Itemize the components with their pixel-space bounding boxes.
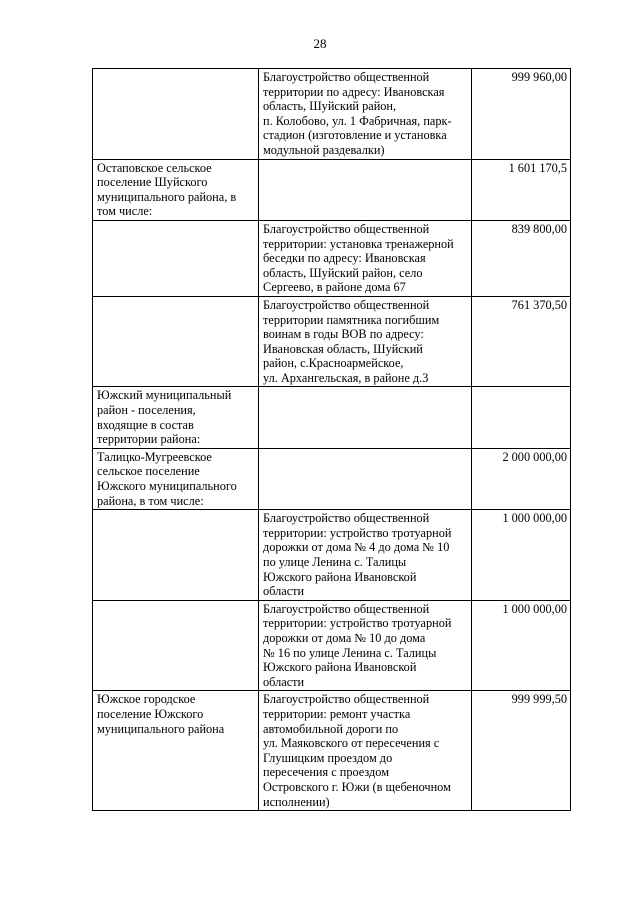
recipient-cell-line: Южский муниципальный bbox=[97, 388, 232, 403]
table-row bbox=[93, 69, 571, 160]
recipient-cell-line: поселение Южского bbox=[97, 706, 204, 721]
amount-cell: 1 601 170,5 bbox=[472, 159, 571, 220]
purpose-cell-line: исполнении) bbox=[263, 794, 330, 809]
purpose-cell-line: Благоустройство общественной bbox=[263, 297, 430, 312]
purpose-cell-line: Южского района Ивановской bbox=[263, 660, 417, 675]
purpose-cell-line: Благоустройство общественной bbox=[263, 601, 430, 616]
recipient-cell-line: входящие в состав bbox=[97, 417, 194, 432]
recipient-cell bbox=[93, 600, 259, 691]
purpose-cell bbox=[259, 159, 472, 220]
recipient-cell-line: муниципального района bbox=[97, 721, 225, 736]
purpose-cell-line: Южского района Ивановской bbox=[263, 569, 417, 584]
recipient-cell-line: Остаповское сельское bbox=[97, 160, 212, 175]
purpose-cell-line: территории памятника погибшим bbox=[263, 312, 440, 327]
purpose-cell-line: области bbox=[263, 674, 305, 689]
table-row bbox=[93, 448, 571, 509]
recipient-cell-line: Южского муниципального bbox=[97, 479, 237, 494]
recipient-cell bbox=[93, 296, 259, 387]
recipient-cell bbox=[93, 448, 259, 509]
purpose-cell-line: беседки по адресу: Ивановская bbox=[263, 251, 426, 266]
table-row bbox=[93, 510, 571, 601]
purpose-cell-line: Островского г. Южи (в щебеночном bbox=[263, 779, 451, 794]
purpose-cell bbox=[259, 69, 472, 160]
recipient-cell-line: муниципального района, в bbox=[97, 189, 237, 204]
purpose-cell bbox=[259, 600, 472, 691]
purpose-cell-line: территории: ремонт участка bbox=[263, 706, 411, 721]
purpose-cell-line: Благоустройство общественной bbox=[263, 70, 430, 84]
page-number: 28 bbox=[313, 36, 327, 51]
table-body bbox=[93, 69, 571, 811]
table-row bbox=[93, 600, 571, 691]
recipient-cell-line: поселение Шуйского bbox=[97, 175, 208, 190]
purpose-cell bbox=[259, 387, 472, 448]
table-row bbox=[93, 159, 571, 220]
purpose-cell-line: Сергеево, в районе дома 67 bbox=[263, 280, 406, 295]
purpose-cell bbox=[259, 691, 472, 811]
amount-cell: 839 800,00 bbox=[472, 220, 571, 296]
purpose-cell-line: Благоустройство общественной bbox=[263, 692, 430, 707]
amount-cell bbox=[472, 387, 571, 448]
recipient-cell-line: района, в том числе: bbox=[97, 493, 204, 508]
purpose-cell-line: территории: установка тренажерной bbox=[263, 236, 454, 251]
table-row bbox=[93, 220, 571, 296]
purpose-cell bbox=[259, 510, 472, 601]
purpose-cell-line: № 16 по улице Ленина с. Талицы bbox=[263, 645, 437, 660]
recipient-cell-line: том числе: bbox=[97, 204, 153, 219]
purpose-cell-line: дорожки от дома № 10 до дома bbox=[263, 630, 426, 645]
purpose-cell-line: территории: устройство тротуарной bbox=[263, 616, 452, 631]
amount-cell: 999 960,00 bbox=[472, 69, 571, 160]
purpose-cell-line: область, Шуйский район, село bbox=[263, 265, 423, 280]
table-row bbox=[93, 296, 571, 387]
purpose-cell-line: воинам в годы ВОВ по адресу: bbox=[263, 327, 424, 342]
amount-cell: 2 000 000,00 bbox=[472, 448, 571, 509]
purpose-cell-line: модульной раздевалки) bbox=[263, 142, 385, 157]
recipient-cell-line: Талицко-Мугреевское bbox=[97, 449, 212, 464]
recipient-cell bbox=[93, 69, 259, 160]
purpose-cell-line: п. Колобово, ул. 1 Фабричная, парк- bbox=[263, 113, 452, 128]
recipient-cell bbox=[93, 220, 259, 296]
recipient-cell bbox=[93, 159, 259, 220]
recipient-cell bbox=[93, 387, 259, 448]
purpose-cell-line: пересечения с проездом bbox=[263, 765, 390, 780]
budget-table bbox=[92, 68, 571, 811]
purpose-cell-line: ул. Маяковского от пересечения с bbox=[263, 736, 440, 751]
purpose-cell-line: автомобильной дороги по bbox=[263, 721, 399, 736]
amount-cell: 761 370,50 bbox=[472, 296, 571, 387]
purpose-cell-line: территории по адресу: Ивановская bbox=[263, 84, 445, 99]
purpose-cell-line: стадион (изготовление и установка bbox=[263, 128, 447, 143]
purpose-cell bbox=[259, 448, 472, 509]
purpose-cell-line: Благоустройство общественной bbox=[263, 511, 430, 526]
purpose-cell-line: область, Шуйский район, bbox=[263, 99, 397, 114]
purpose-cell-line: ул. Архангельская, в районе д.3 bbox=[263, 370, 429, 385]
purpose-cell-line: территории: устройство тротуарной bbox=[263, 525, 452, 540]
recipient-cell-line: Южское городское bbox=[97, 692, 196, 707]
table-row bbox=[93, 387, 571, 448]
recipient-cell-line: район - поселения, bbox=[97, 403, 196, 418]
purpose-cell-line: район, с.Красноармейское, bbox=[263, 356, 404, 371]
purpose-cell-line: области bbox=[263, 584, 305, 599]
purpose-cell-line: по улице Ленина с. Талицы bbox=[263, 555, 407, 569]
purpose-cell bbox=[259, 296, 472, 387]
amount-cell: 999 999,50 bbox=[472, 691, 571, 811]
recipient-cell-line: территории района: bbox=[97, 432, 201, 447]
purpose-cell-line: Глушицким проездом до bbox=[263, 750, 393, 765]
recipient-cell bbox=[93, 691, 259, 811]
purpose-cell bbox=[259, 220, 472, 296]
amount-cell: 1 000 000,00 bbox=[472, 600, 571, 691]
purpose-cell-line: Ивановская область, Шуйский bbox=[263, 341, 423, 356]
recipient-cell-line: сельское поселение bbox=[97, 464, 200, 479]
table-row bbox=[93, 691, 571, 811]
purpose-cell-line: дорожки от дома № 4 до дома № 10 bbox=[263, 540, 450, 555]
purpose-cell-line: Благоустройство общественной bbox=[263, 221, 430, 236]
amount-cell: 1 000 000,00 bbox=[472, 510, 571, 601]
recipient-cell bbox=[93, 510, 259, 601]
